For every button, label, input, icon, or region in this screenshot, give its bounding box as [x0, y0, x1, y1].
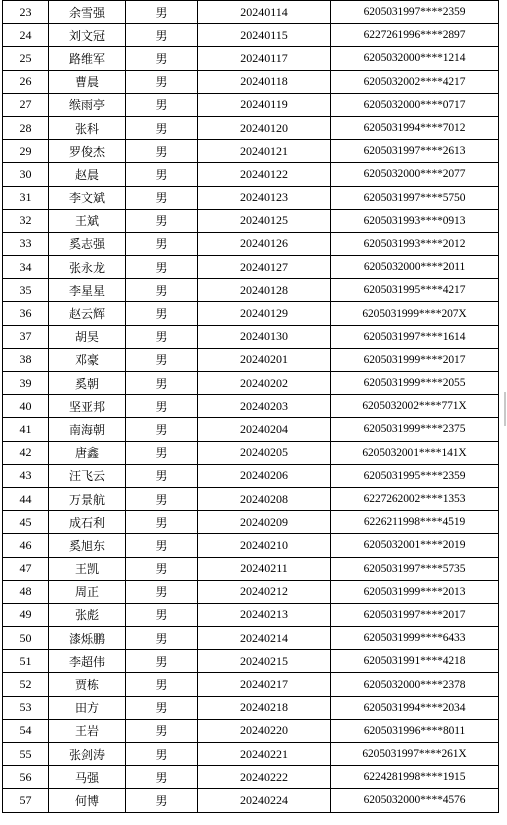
student-name-cell: 万景航: [49, 487, 126, 510]
student-id-cell: 20240206: [198, 464, 331, 487]
id-card-cell: 6205032002****4217: [331, 70, 499, 93]
student-name-cell: 路维军: [49, 47, 126, 70]
student-name-cell: 张剑涛: [49, 743, 126, 766]
student-name-cell: 王岩: [49, 719, 126, 742]
table-row: [3, 696, 499, 719]
student-name-cell: 赵云辉: [49, 302, 126, 325]
table-row: [3, 487, 499, 510]
gender-cell: 男: [126, 673, 198, 696]
gender-cell: 男: [126, 766, 198, 789]
student-id-cell: 20240127: [198, 256, 331, 279]
table-row: [3, 348, 499, 371]
student-name-cell: 缑雨亭: [49, 93, 126, 116]
table-row: [3, 557, 499, 580]
id-card-cell: 6205032000****2378: [331, 673, 499, 696]
gender-cell: 男: [126, 325, 198, 348]
id-card-cell: 6205031994****7012: [331, 116, 499, 139]
id-card-cell: 6205031999****207X: [331, 302, 499, 325]
row-number-cell: 29: [3, 140, 49, 163]
id-card-cell: 6205031999****2055: [331, 372, 499, 395]
row-number-cell: 55: [3, 743, 49, 766]
table-row: [3, 627, 499, 650]
gender-cell: 男: [126, 580, 198, 603]
id-card-cell: 6205031996****8011: [331, 719, 499, 742]
gender-cell: 男: [126, 789, 198, 812]
scrollbar-edge: [504, 392, 506, 426]
roster-body: [3, 1, 499, 813]
row-number-cell: 35: [3, 279, 49, 302]
student-id-cell: 20240130: [198, 325, 331, 348]
row-number-cell: 57: [3, 789, 49, 812]
student-id-cell: 20240129: [198, 302, 331, 325]
student-name-cell: 罗俊杰: [49, 140, 126, 163]
gender-cell: 男: [126, 186, 198, 209]
student-id-cell: 20240217: [198, 673, 331, 696]
gender-cell: 男: [126, 348, 198, 371]
table-row: [3, 534, 499, 557]
student-id-cell: 20240220: [198, 719, 331, 742]
student-name-cell: 汪飞云: [49, 464, 126, 487]
row-number-cell: 24: [3, 24, 49, 47]
student-name-cell: 何博: [49, 789, 126, 812]
row-number-cell: 40: [3, 395, 49, 418]
student-name-cell: 奚旭东: [49, 534, 126, 557]
table-row: [3, 279, 499, 302]
student-id-cell: 20240128: [198, 279, 331, 302]
student-name-cell: 贾栋: [49, 673, 126, 696]
gender-cell: 男: [126, 395, 198, 418]
gender-cell: 男: [126, 534, 198, 557]
gender-cell: 男: [126, 24, 198, 47]
student-id-cell: 20240126: [198, 232, 331, 255]
table-row: [3, 70, 499, 93]
student-id-cell: 20240117: [198, 47, 331, 70]
row-number-cell: 50: [3, 627, 49, 650]
student-name-cell: 田方: [49, 696, 126, 719]
id-card-cell: 6205031997****5735: [331, 557, 499, 580]
row-number-cell: 37: [3, 325, 49, 348]
id-card-cell: 6205032000****2077: [331, 163, 499, 186]
gender-cell: 男: [126, 70, 198, 93]
student-id-cell: 20240115: [198, 24, 331, 47]
gender-cell: 男: [126, 650, 198, 673]
student-id-cell: 20240208: [198, 487, 331, 510]
student-id-cell: 20240203: [198, 395, 331, 418]
student-name-cell: 刘文冠: [49, 24, 126, 47]
student-name-cell: 李超伟: [49, 650, 126, 673]
id-card-cell: 6205032000****0717: [331, 93, 499, 116]
gender-cell: 男: [126, 116, 198, 139]
id-card-cell: 6205031995****4217: [331, 279, 499, 302]
student-id-cell: 20240114: [198, 1, 331, 24]
table-row: [3, 325, 499, 348]
id-card-cell: 6205031997****1614: [331, 325, 499, 348]
table-row: [3, 673, 499, 696]
id-card-cell: 6226211998****4519: [331, 511, 499, 534]
student-name-cell: 李文斌: [49, 186, 126, 209]
student-id-cell: 20240201: [198, 348, 331, 371]
table-row: [3, 789, 499, 812]
gender-cell: 男: [126, 1, 198, 24]
table-row: [3, 140, 499, 163]
row-number-cell: 25: [3, 47, 49, 70]
row-number-cell: 45: [3, 511, 49, 534]
row-number-cell: 33: [3, 232, 49, 255]
student-name-cell: 奚志强: [49, 232, 126, 255]
gender-cell: 男: [126, 372, 198, 395]
table-row: [3, 302, 499, 325]
gender-cell: 男: [126, 511, 198, 534]
id-card-cell: 6205031999****2017: [331, 348, 499, 371]
gender-cell: 男: [126, 418, 198, 441]
student-name-cell: 张彪: [49, 603, 126, 626]
student-id-cell: 20240213: [198, 603, 331, 626]
id-card-cell: 6205032000****4576: [331, 789, 499, 812]
gender-cell: 男: [126, 47, 198, 70]
table-row: [3, 24, 499, 47]
student-name-cell: 唐鑫: [49, 441, 126, 464]
table-row: [3, 743, 499, 766]
row-number-cell: 31: [3, 186, 49, 209]
row-number-cell: 39: [3, 372, 49, 395]
row-number-cell: 38: [3, 348, 49, 371]
row-number-cell: 34: [3, 256, 49, 279]
id-card-cell: 6205032001****2019: [331, 534, 499, 557]
table-row: [3, 603, 499, 626]
id-card-cell: 6205031997****5750: [331, 186, 499, 209]
student-id-cell: 20240209: [198, 511, 331, 534]
gender-cell: 男: [126, 279, 198, 302]
table-row: [3, 232, 499, 255]
table-row: [3, 580, 499, 603]
table-row: [3, 372, 499, 395]
gender-cell: 男: [126, 93, 198, 116]
row-number-cell: 41: [3, 418, 49, 441]
table-row: [3, 186, 499, 209]
row-number-cell: 43: [3, 464, 49, 487]
student-name-cell: 曹晨: [49, 70, 126, 93]
student-name-cell: 周正: [49, 580, 126, 603]
student-name-cell: 李星星: [49, 279, 126, 302]
id-card-cell: 6205031997****2017: [331, 603, 499, 626]
student-name-cell: 赵晨: [49, 163, 126, 186]
row-number-cell: 56: [3, 766, 49, 789]
gender-cell: 男: [126, 743, 198, 766]
student-id-cell: 20240218: [198, 696, 331, 719]
student-id-cell: 20240202: [198, 372, 331, 395]
id-card-cell: 6205032001****141X: [331, 441, 499, 464]
table-row: [3, 256, 499, 279]
gender-cell: 男: [126, 719, 198, 742]
gender-cell: 男: [126, 209, 198, 232]
student-name-cell: 张永龙: [49, 256, 126, 279]
student-name-cell: 马强: [49, 766, 126, 789]
row-number-cell: 28: [3, 116, 49, 139]
student-name-cell: 胡昊: [49, 325, 126, 348]
student-id-cell: 20240215: [198, 650, 331, 673]
student-id-cell: 20240222: [198, 766, 331, 789]
student-id-cell: 20240224: [198, 789, 331, 812]
table-row: [3, 1, 499, 24]
table-row: [3, 209, 499, 232]
student-name-cell: 漆烁鹏: [49, 627, 126, 650]
student-id-cell: 20240122: [198, 163, 331, 186]
table-row: [3, 441, 499, 464]
row-number-cell: 46: [3, 534, 49, 557]
gender-cell: 男: [126, 256, 198, 279]
table-row: [3, 93, 499, 116]
id-card-cell: 6205031991****4218: [331, 650, 499, 673]
row-number-cell: 30: [3, 163, 49, 186]
id-card-cell: 6224281998****1915: [331, 766, 499, 789]
id-card-cell: 6205031993****2012: [331, 232, 499, 255]
gender-cell: 男: [126, 557, 198, 580]
row-number-cell: 32: [3, 209, 49, 232]
table-row: [3, 47, 499, 70]
row-number-cell: 42: [3, 441, 49, 464]
id-card-cell: 6205031997****2613: [331, 140, 499, 163]
row-number-cell: 47: [3, 557, 49, 580]
id-card-cell: 6205031997****261X: [331, 743, 499, 766]
student-name-cell: 成石利: [49, 511, 126, 534]
gender-cell: 男: [126, 232, 198, 255]
table-row: [3, 719, 499, 742]
student-id-cell: 20240120: [198, 116, 331, 139]
id-card-cell: 6227262002****1353: [331, 487, 499, 510]
student-id-cell: 20240221: [198, 743, 331, 766]
table-row: [3, 464, 499, 487]
gender-cell: 男: [126, 627, 198, 650]
student-id-cell: 20240212: [198, 580, 331, 603]
id-card-cell: 6205032000****1214: [331, 47, 499, 70]
student-id-cell: 20240121: [198, 140, 331, 163]
student-name-cell: 张科: [49, 116, 126, 139]
table-row: [3, 163, 499, 186]
id-card-cell: 6205032002****771X: [331, 395, 499, 418]
gender-cell: 男: [126, 464, 198, 487]
gender-cell: 男: [126, 140, 198, 163]
id-card-cell: 6205032000****2011: [331, 256, 499, 279]
row-number-cell: 48: [3, 580, 49, 603]
student-id-cell: 20240205: [198, 441, 331, 464]
row-number-cell: 44: [3, 487, 49, 510]
id-card-cell: 6205031994****2034: [331, 696, 499, 719]
table-row: [3, 766, 499, 789]
id-card-cell: 6205031999****2375: [331, 418, 499, 441]
row-number-cell: 36: [3, 302, 49, 325]
gender-cell: 男: [126, 487, 198, 510]
gender-cell: 男: [126, 603, 198, 626]
id-card-cell: 6205031999****6433: [331, 627, 499, 650]
student-id-cell: 20240210: [198, 534, 331, 557]
gender-cell: 男: [126, 302, 198, 325]
table-row: [3, 650, 499, 673]
student-id-cell: 20240118: [198, 70, 331, 93]
id-card-cell: 6227261996****2897: [331, 24, 499, 47]
row-number-cell: 52: [3, 673, 49, 696]
student-id-cell: 20240123: [198, 186, 331, 209]
row-number-cell: 26: [3, 70, 49, 93]
row-number-cell: 51: [3, 650, 49, 673]
table-row: [3, 511, 499, 534]
table-row: [3, 395, 499, 418]
student-name-cell: 坚亚邦: [49, 395, 126, 418]
id-card-cell: 6205031999****2013: [331, 580, 499, 603]
row-number-cell: 49: [3, 603, 49, 626]
student-id-cell: 20240119: [198, 93, 331, 116]
student-id-cell: 20240211: [198, 557, 331, 580]
row-number-cell: 54: [3, 719, 49, 742]
gender-cell: 男: [126, 441, 198, 464]
student-id-cell: 20240204: [198, 418, 331, 441]
id-card-cell: 6205031993****0913: [331, 209, 499, 232]
row-number-cell: 23: [3, 1, 49, 24]
table-row: [3, 116, 499, 139]
student-id-cell: 20240214: [198, 627, 331, 650]
student-name-cell: 邓豪: [49, 348, 126, 371]
student-name-cell: 南海朝: [49, 418, 126, 441]
student-name-cell: 余雪强: [49, 1, 126, 24]
row-number-cell: 53: [3, 696, 49, 719]
row-number-cell: 27: [3, 93, 49, 116]
gender-cell: 男: [126, 163, 198, 186]
student-name-cell: 王斌: [49, 209, 126, 232]
id-card-cell: 6205031997****2359: [331, 1, 499, 24]
student-name-cell: 王凯: [49, 557, 126, 580]
student-name-cell: 奚朝: [49, 372, 126, 395]
student-roster-table: [2, 0, 499, 813]
student-id-cell: 20240125: [198, 209, 331, 232]
table-row: [3, 418, 499, 441]
gender-cell: 男: [126, 696, 198, 719]
id-card-cell: 6205031995****2359: [331, 464, 499, 487]
